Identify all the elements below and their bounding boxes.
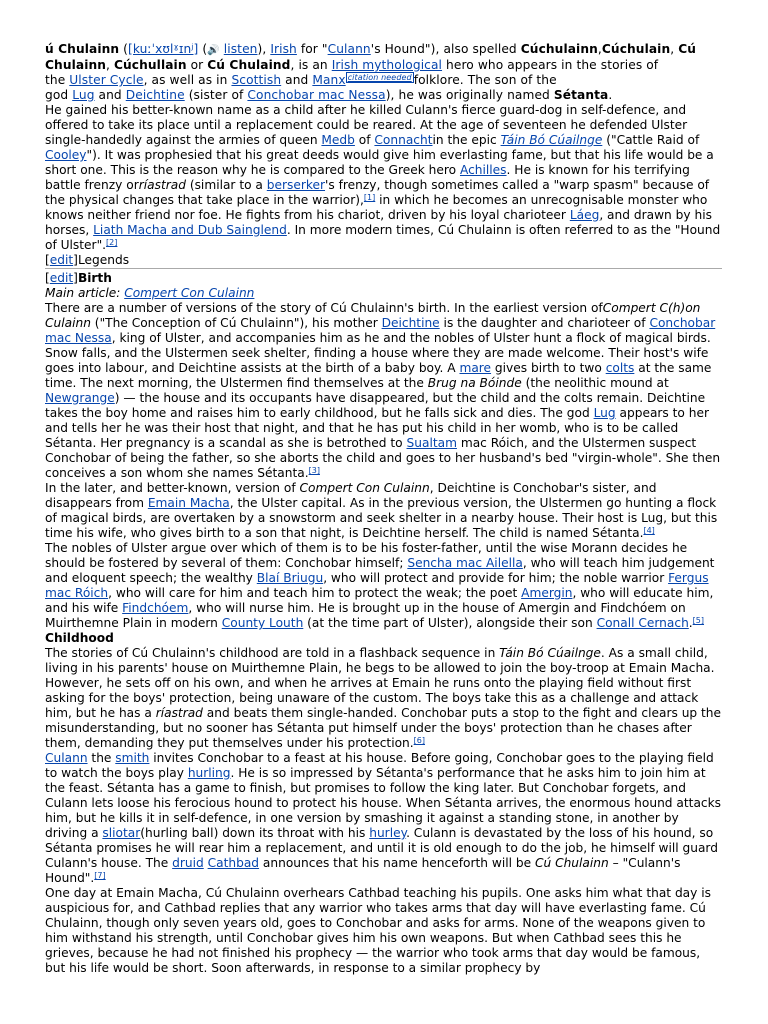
smith-link[interactable]: smith	[115, 751, 150, 765]
intro-paragraph-2: He gained his better-known name as a child after he killed Culann's fierce guard-dog in self-defence, and offered to take its place until a replacement could be reared. At the age of seventeen he defended Ulster single-handedly against the armies of queen Medb of Connachtin the epic Táin Bó Cúailnge ("Cattle Raid of Cooley"). It was prophesied that his great deeds would give him everlasting fame, but that his life would be a short one. This is the reason why he is compared to the Greek hero Achilles. He is known for his terrifying battle frenzy orríastrad (similar to a berserker's frenzy, though sometimes called a "warp spasm" because of the physical changes that take place in the warrior),[1] in which he becomes an unrecognisable monster who knows neither friend nor foe. He fights from his chariot, driven by his loyal charioteer Láeg, and drawn by his horses, Liath Macha and Dub Sainglend. In more modern times, Cú Chulainn is often referred to as the "Hound of Ulster".[2]	[45, 103, 721, 252]
citation-needed-link[interactable]: citation needed	[347, 73, 412, 82]
ipa-link[interactable]: [kuːˈxʊlˠɪnʲ]	[128, 42, 199, 56]
spelling-4: Cúchullain	[113, 58, 187, 72]
sencha-link[interactable]: Sencha mac Ailella	[407, 556, 523, 570]
speaker-icon[interactable]: 🔊	[207, 45, 220, 56]
intro-paragraph: ú Chulainn ([kuːˈxʊlˠɪnʲ] (🔊 listen), Irish for "Culann's Hound"), also spelled Cúchulainn,Cúchulain, Cú Chulainn, Cúchullain or Cú Chulaind, is an Irish mythological hero who appears in the stories of the Ulster Cycle, as well as in Scottish and Manx $^{citation needed}$ folklore. The son of the god Lug and Deichtine (sister of Conchobar mac Nessa), he was originally named Sétanta.	[45, 42, 697, 102]
sualtam-link[interactable]: Sualtam	[406, 436, 457, 450]
legends-heading-line: [edit]Legends	[45, 253, 722, 269]
birth-paragraph-3: The nobles of Ulster argue over which of them is to be his foster-father, until the wise Morann decides he should be fostered by several of them: Conchobar himself; Sencha mac Ailella, who will teach him judgement and eloquent speech; the wealthy Blaí Briugu, who will protect and provide for him; the noble warrior Fergus mac Róich, who will care for him and teach him to protect the weak; the poet Amergin, who will educate him, and his wife Findchóem, who will nurse him. He is brought up in the house of Amergin and Findchóem on Muirthemne Plain in modern County Louth (at the time part of Ulster), alongside their son Conall Cernach.[5]	[45, 541, 715, 630]
ulster-cycle-link[interactable]: Ulster Cycle	[69, 73, 144, 87]
reference-4-link[interactable]: [4]	[643, 526, 655, 535]
achilles-link[interactable]: Achilles	[459, 163, 507, 177]
birth-heading-line: [edit]Birth	[45, 271, 112, 285]
reference-2-link[interactable]: [2]	[106, 238, 118, 247]
berserker-link[interactable]: berserker	[266, 178, 326, 192]
irish-mythology-link[interactable]: Irish mythological	[331, 58, 443, 72]
sliotar-link[interactable]: sliotar	[102, 826, 141, 840]
listen-link[interactable]: listen	[223, 42, 258, 56]
birth-conchobar-link[interactable]: Conchobar mac Nessa	[45, 316, 716, 345]
edit-birth-link[interactable]: edit	[49, 271, 74, 285]
amergin-link[interactable]: Amergin	[521, 586, 573, 600]
findchoem-link[interactable]: Findchóem	[122, 601, 189, 615]
lug-link[interactable]: Lug	[72, 88, 95, 102]
hurley-link[interactable]: hurley	[369, 826, 407, 840]
reference-1-link[interactable]: [1]	[363, 193, 376, 202]
reference-5-link[interactable]: [5]	[692, 616, 705, 625]
spelling-5: Cú Chulaind	[207, 58, 291, 72]
mare-link[interactable]: mare	[459, 361, 492, 375]
druid-link[interactable]: druid	[172, 856, 204, 870]
emain-macha-link[interactable]: Emain Macha	[147, 496, 230, 510]
spelling-3b: Chulainn	[45, 58, 107, 72]
childhood-paragraph-3: One day at Emain Macha, Cú Chulainn overhears Cathbad teaching his pupils. One asks him what that day is auspicious for, and Cathbad replies that any warrior who takes arms that day will have everlasting fame. Cú Chulainn, though only seven years old, goes to Conchobar and asks for arms. None of the weapons given to him withstand his strength, until Conchobar gives him his own weapons. But when Cathbad sees this he grieves, because he had not finished his prophecy — the warrior who took arms that day would be famous, but his life would be short. Soon afterwards, in response to a similar prophecy by	[45, 886, 711, 975]
connacht-link[interactable]: Connacht	[374, 133, 433, 147]
scottish-link[interactable]: Scottish	[231, 73, 282, 87]
manx-link[interactable]: Manx	[312, 73, 346, 87]
name-fragment: ú Chulainn	[45, 42, 120, 56]
blai-link[interactable]: Blaí Briugu	[256, 571, 324, 585]
hurling-link[interactable]: hurling	[187, 766, 231, 780]
birth-paragraph-1: There are a number of versions of the story of Cú Chulainn's birth. In the earliest version ofCompert C(h)on Culainn ("The Conception of Cú Chulainn"), his mother Deichtine is the daughter and charioteer of Conchobar mac Nessa, king of Ulster, and accompanies him as he and the nobles of Ulster hunt a flock of magical birds. Snow falls, and the Ulstermen seek shelter, finding a house where they are made welcome. Their host's wife goes into labour, and Deichtine assists at the birth of a baby boy. A mare gives birth to two colts at the same time. The next morning, the Ulstermen find themselves at the Brug na Bóinde (the neolithic mound at Newgrange) — the house and its occupants have disappeared, but the child and the colts remain. Deichtine takes the boy home and raises him to early childhood, but he falls sick and dies. The god Lug appears to her and tells her he was their host that night, and that he has put his child in her womb, who is to be called Sétanta. Her pregnancy is a scandal as she is betrothed to Sualtam mac Róich, and the Ulstermen suspect Conchobar of being the father, so she aborts the child and goes to her husband's bed "virgin-whole". She then conceives a son whom she names Sétanta.[3]	[45, 301, 721, 480]
setanta-name: Sétanta	[553, 88, 609, 102]
culann-smith-link[interactable]: Culann	[45, 751, 88, 765]
spelling-1: Cúchulainn	[520, 42, 598, 56]
childhood-paragraph-2: Culann the smith invites Conchobar to a feast at his house. Before going, Conchobar goes to the playing field to watch the boys play hurling. He is so impressed by Sétanta's performance that he asks him to join him at the feast. Sétanta has a game to finish, but promises to follow the king later. But Conchobar forgets, and Culann lets loose his ferocious hound to protect his house. When Sétanta arrives, the enormous hound attacks him, but he kills it in self-defence, in one version by smashing it against a standing stone, in another by driving a sliotar(hurling ball) down its throat with his hurley. Culann is devastated by the loss of his hound, so Sétanta promises he will rear him a replacement, and until it is old enough to do the job, he himself will guard Culann's house. The druid Cathbad announces that his name henceforth will be Cú Chulainn – "Culann's Hound".[7]	[45, 751, 722, 885]
cathbad-link[interactable]: Cathbad	[207, 856, 260, 870]
compert-link[interactable]: Compert Con Culainn	[124, 286, 255, 300]
colts-link[interactable]: colts	[605, 361, 635, 375]
birth-deichtine-link[interactable]: Deichtine	[381, 316, 440, 330]
medb-link[interactable]: Medb	[321, 133, 355, 147]
deichtine-link[interactable]: Deichtine	[125, 88, 185, 102]
tain-link[interactable]: Táin Bó Cúailnge	[500, 133, 603, 147]
birth-heading: Birth	[77, 271, 112, 285]
conall-link[interactable]: Conall Cernach	[596, 616, 689, 630]
newgrange-link[interactable]: Newgrange	[45, 391, 115, 405]
reference-6-link[interactable]: [6]	[413, 736, 425, 745]
birth-lug-link[interactable]: Lug	[593, 406, 616, 420]
childhood-heading: Childhood	[45, 631, 114, 645]
birth-paragraph-2: In the later, and better-known, version of Compert Con Culainn, Deichtine is Conchobar's sister, and disappears from Emain Macha, the Ulster capital. As in the previous version, the Ulstermen go hunting a flock of magical birds, are overtaken by a snowstorm and seek shelter in a nearby house. Their host is Lug, but this time his wife, who gives birth to a son that night, is Deichtine herself. The child is named Sétanta.[4]	[45, 481, 718, 540]
legends-heading: Legends	[77, 253, 130, 267]
spelling-3: Cú	[678, 42, 697, 56]
fergus-link[interactable]: Fergus mac Róich	[45, 571, 709, 600]
horses-link[interactable]: Liath Macha and Dub Sainglend	[93, 223, 287, 237]
laeg-link[interactable]: Láeg	[569, 208, 600, 222]
irish-link[interactable]: Irish	[270, 42, 297, 56]
county-louth-link[interactable]: County Louth	[221, 616, 304, 630]
article-body	[45, 42, 722, 976]
culann-link[interactable]: Culann	[327, 42, 371, 56]
spelling-2: Cúchulain	[601, 42, 671, 56]
conchobar-link[interactable]: Conchobar mac Nessa	[247, 88, 386, 102]
reference-7-link[interactable]: [7]	[94, 871, 106, 880]
main-article-note: Main article: Compert Con Culainn	[45, 286, 255, 300]
cooley-link[interactable]: Cooley	[45, 148, 87, 162]
reference-3-link[interactable]: [3]	[308, 466, 320, 475]
edit-legends-link[interactable]: edit	[49, 253, 74, 267]
childhood-paragraph-1: The stories of Cú Chulainn's childhood are told in a flashback sequence in Táin Bó Cúailnge. As a small child, living in his parents' house on Muirthemne Plain, he begs to be allowed to join the boy-troop at Emain Macha. However, he sets off on his own, and when he arrives at Emain he runs onto the playing field without first asking for the boys' protection, being unaware of the custom. The boys take this as a challenge and attack him, but he has a ríastrad and beats them single-handed. Conchobar puts a stop to the fight and clears up the misunderstanding, but no sooner has Sétanta put himself under the boys' protection than he chases after them, demanding they put themselves under his protection.[6]	[45, 646, 722, 750]
